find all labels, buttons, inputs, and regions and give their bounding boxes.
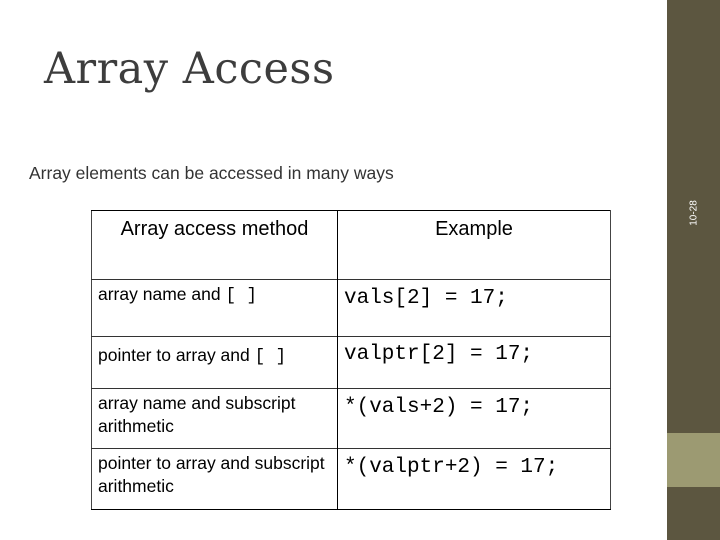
method-text: pointer to array and (98, 345, 250, 365)
method-code: [ ] (225, 286, 257, 306)
method-text: array name and (98, 284, 221, 304)
slide-title: Array Access (44, 44, 335, 94)
method-cell: pointer to array and subscript arithmetic (92, 449, 338, 510)
example-cell: valptr[2] = 17; (338, 337, 611, 389)
example-cell: *(vals+2) = 17; (338, 389, 611, 449)
array-access-table (91, 210, 611, 510)
slide-number: 10-28 (688, 200, 700, 226)
slide-subtitle: Array elements can be accessed in many ways (29, 163, 394, 183)
method-cell: array name and subscript arithmetic (92, 389, 338, 449)
header-example: Example (435, 218, 513, 240)
header-method: Array access method (92, 211, 338, 280)
method-cell (92, 337, 338, 389)
example-cell: vals[2] = 17; (338, 280, 611, 337)
method-code: [ ] (254, 347, 287, 367)
table-row (92, 449, 611, 510)
side-bar-accent (667, 433, 720, 487)
table-row (92, 337, 611, 389)
example-cell: *(valptr+2) = 17; (338, 449, 611, 510)
method-cell (92, 280, 338, 337)
table-row (92, 280, 611, 337)
table-row (92, 389, 611, 449)
table-header-row (92, 211, 611, 280)
